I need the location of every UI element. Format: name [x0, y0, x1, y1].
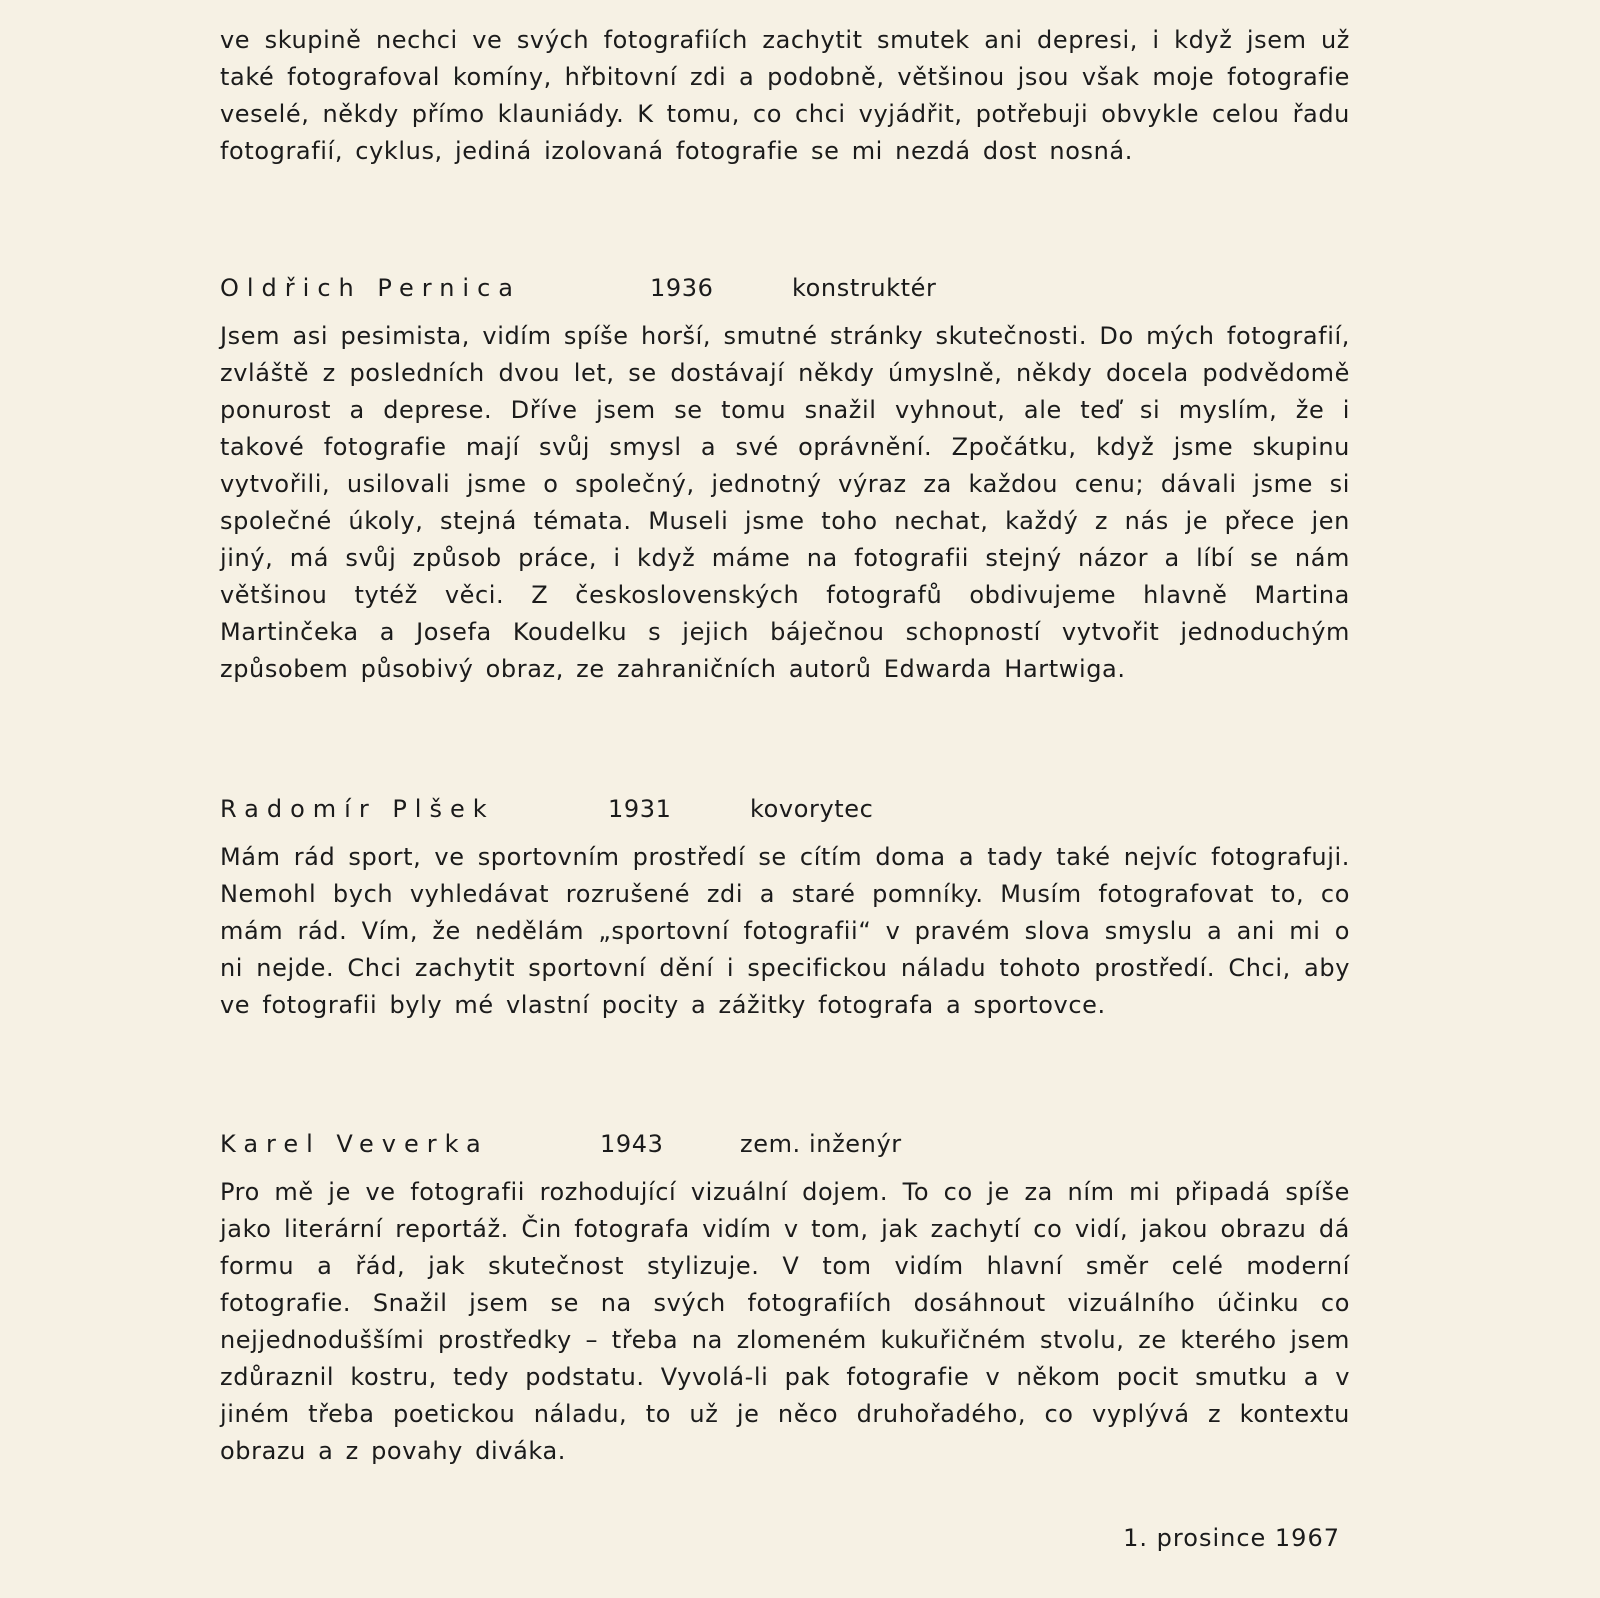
author-name: Karel Veverka	[220, 1130, 489, 1158]
author-birth-year: 1943	[600, 1130, 664, 1158]
author-occupation: kovorytec	[750, 795, 874, 823]
intro-paragraph: ve skupině nechci ve svých fotografiích zachytit smutek ani depresi, i když jsem už také fotografoval komíny, hřbitovní zdi a podobně, většinou jsou však moje fotografie veselé, někdy přímo klauniády. K tomu, co chci vyjádřit, potřebuji obvykle celou řadu fotografií, cyklus, jediná izolovaná fotografie se mi nezdá dost nosná.	[220, 26, 1350, 165]
author-statement-pernica: Jsem asi pesimista, vidím spíše horší, smutné stránky skutečnosti. Do mých fotografií, zvláště z posledních dvou let, se dostávají někdy úmyslně, někdy docela podvědomě ponurost a deprese. Dříve jsem se tomu snažil vyhnout, ale teď si myslím, že i takové fotografie mají svůj smysl a své oprávnění. Zpočátku, když jsme skupinu vytvořili, usilovali jsme o společný, jednotný výraz za každou cenu; dávali jsme si společné úkoly, stejná témata. Museli jsme toho nechat, každý z nás je přece jen jiný, má svůj způsob práce, i když máme na fotografii stejný názor a líbí se nám většinou tytéž věci. Z československých fotografů obdivujeme hlavně Martina Martinčeka a Josefa Koudelku s jejich báječnou schopností vytvořit jednoduchým způsobem působivý obraz, ze zahraničních autorů Edwarda Hartwiga.	[220, 322, 1350, 683]
author-birth-year: 1936	[650, 274, 714, 302]
document-date: 1. prosince 1967	[1123, 1524, 1340, 1552]
author-name: Oldřich Pernica	[220, 274, 521, 302]
author-header-pernica	[220, 268, 1350, 308]
author-occupation: zem. inženýr	[740, 1130, 902, 1158]
author-occupation: konstruktér	[792, 274, 937, 302]
author-header-plsek	[220, 789, 1350, 829]
author-header-veverka	[220, 1124, 1350, 1164]
author-birth-year: 1931	[608, 795, 672, 823]
author-name: Radomír Plšek	[220, 795, 495, 823]
author-statement-veverka: Pro mě je ve fotografii rozhodující vizuální dojem. To co je za ním mi připadá spíše jako literární reportáž. Čin fotografa vidím v tom, jak zachytí co vidí, jakou obrazu dá formu a řád, jak skutečnost stylizuje. V tom vidím hlavní směr celé moderní fotografie. Snažil jsem se na svých fotografiích dosáhnout vizuálního účinku co nejjednoduššími prostředky – třeba na zlomeném kukuřičném stvolu, ze kterého jsem zdůraznil kostru, tedy podstatu. Vyvolá-li pak fotografie v někom pocit smutku a v jiném třeba poetickou náladu, to už je něco druhořadého, co vyplývá z kontextu obrazu a z povahy diváka.	[220, 1178, 1350, 1465]
author-statement-plsek: Mám rád sport, ve sportovním prostředí se cítím doma a tady také nejvíc fotografuji. Nemohl bych vyhledávat rozrušené zdi a staré pomníky. Musím fotografovat to, co mám rád. Vím, že nedělám „sportovní fotografii“ v pravém slova smyslu a ani mi o ni nejde. Chci zachytit sportovní dění i specifickou náladu tohoto prostředí. Chci, aby ve fotografii byly mé vlastní pocity a zážitky fotografa a sportovce.	[220, 843, 1350, 1019]
